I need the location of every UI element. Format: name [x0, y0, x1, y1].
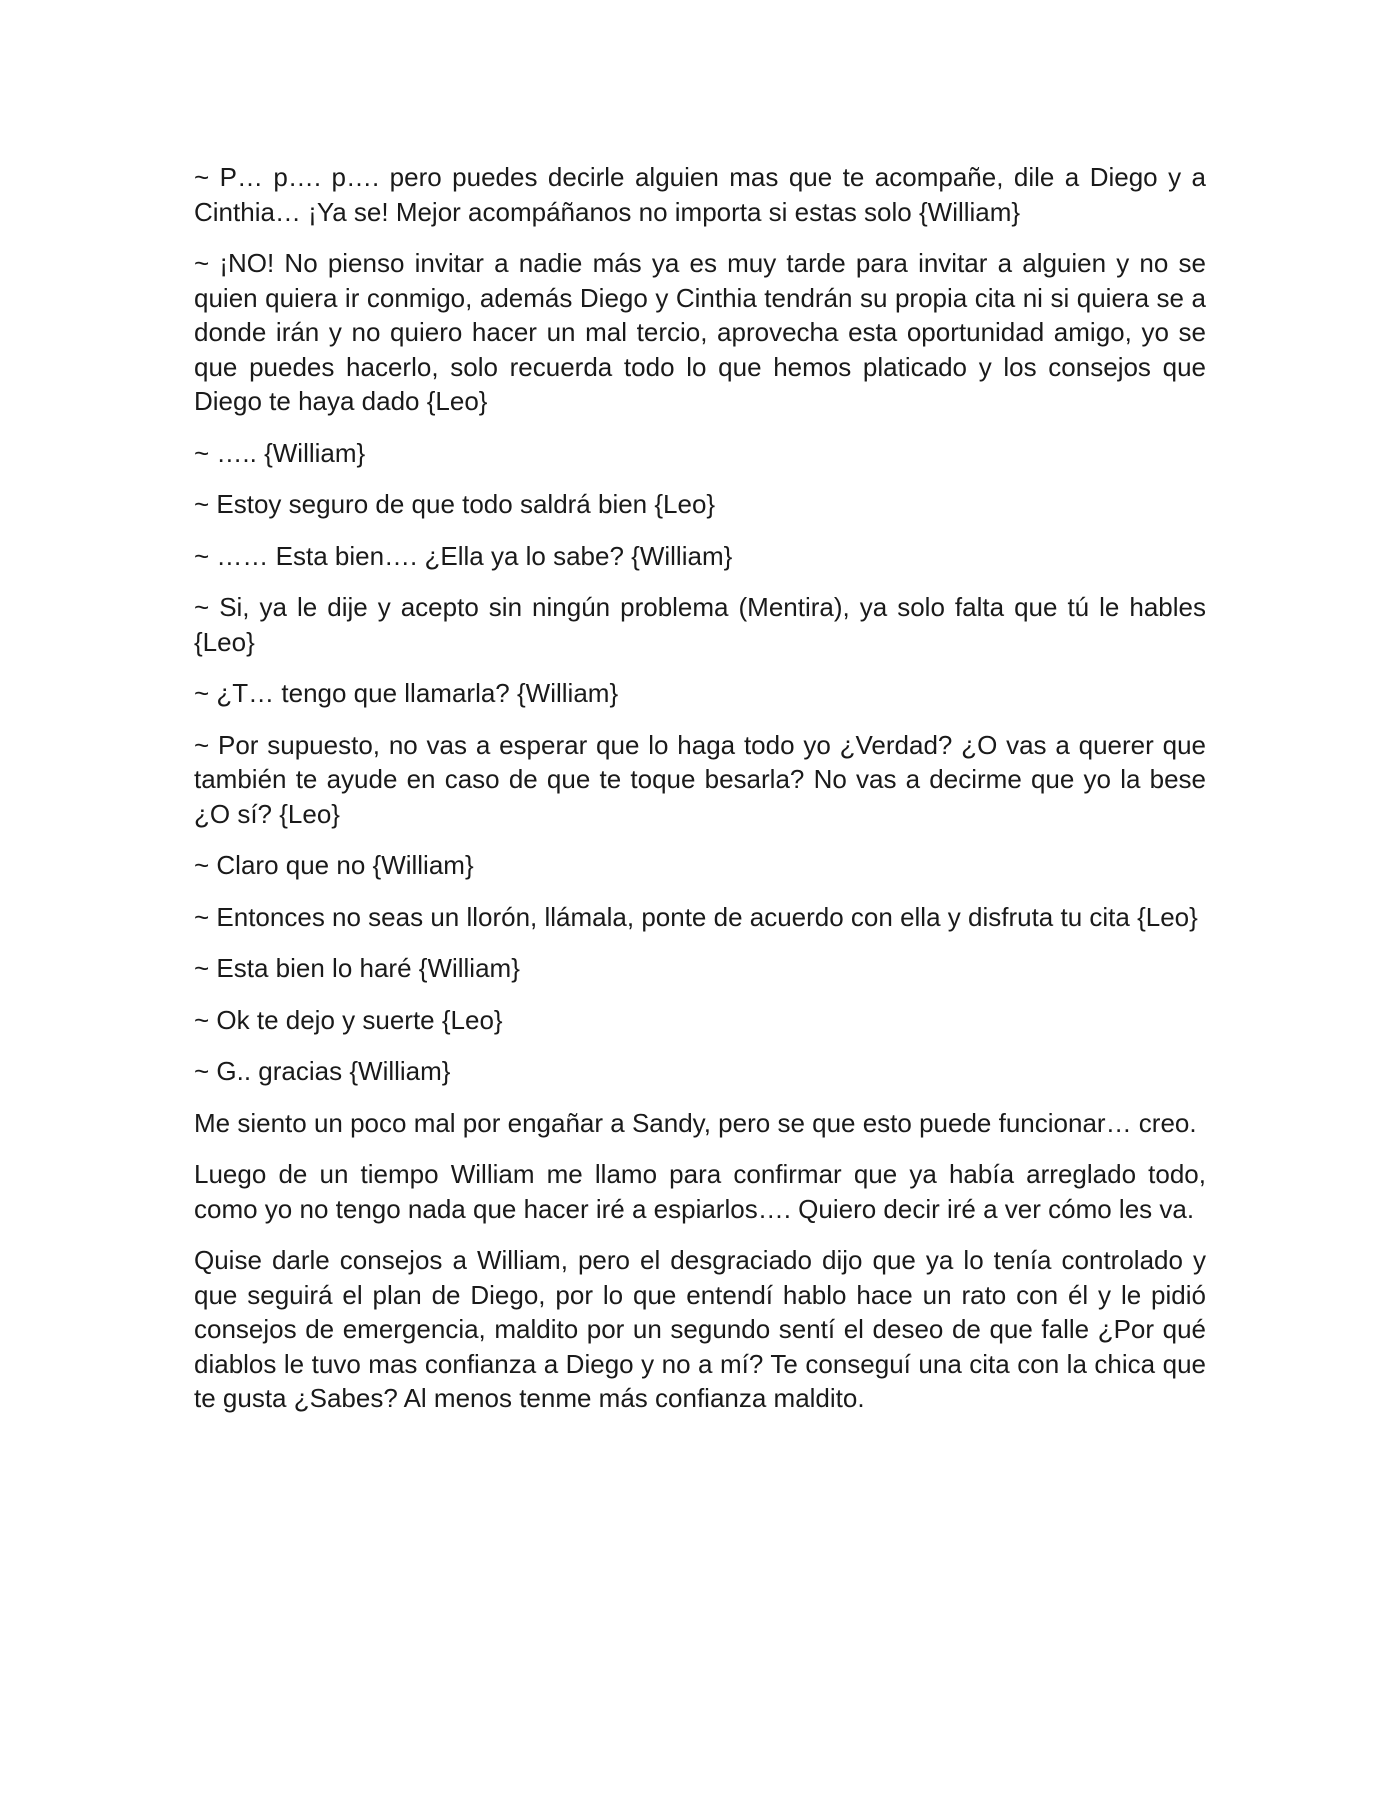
paragraph-15: Luego de un tiempo William me llamo para confirmar que ya había arreglado todo, como yo no tengo nada que hacer iré a espiarlos…. Quiero decir iré a ver cómo les va.	[194, 1159, 1206, 1224]
paragraph-11: ~ Esta bien lo haré {William}	[194, 953, 520, 983]
paragraph-16: Quise darle consejos a William, pero el desgraciado dijo que ya lo tenía controlado y que seguirá el plan de Diego, por lo que entendí hablo hace un rato con él y le pidió consejos de emergencia, maldito por un segundo sentí el deseo de que falle ¿Por qué diablos le tuvo mas confianza a Diego y no a mí? Te conseguí una cita con la chica que te gusta ¿Sabes? Al menos tenme más confianza maldito.	[194, 1245, 1206, 1413]
document-body	[194, 160, 1206, 1433]
paragraph-6: ~ Si, ya le dije y acepto sin ningún problema (Mentira), ya solo falta que tú le hables {Leo}	[194, 592, 1206, 657]
paragraph-5: ~ …… Esta bien…. ¿Ella ya lo sabe? {William}	[194, 540, 733, 571]
paragraph-12: ~ Ok te dejo y suerte {Leo}	[194, 1004, 503, 1035]
paragraph-1: ~ P… p…. p…. pero puedes decirle alguien mas que te acompañe, dile a Diego y a Cinthia… ¡Ya se! Mejor acompáñanos no importa si estas solo {William}	[194, 162, 1206, 227]
paragraph-7: ~ ¿T… tengo que llamarla? {William}	[194, 678, 619, 708]
paragraph-10: ~ Entonces no seas un llorón, llámala, ponte de acuerdo con ella y disfruta tu cita {Leo}	[194, 901, 1198, 932]
paragraph-8: ~ Por supuesto, no vas a esperar que lo haga todo yo ¿Verdad? ¿O vas a querer que también te ayude en caso de que te toque besarla? No vas a decirme que yo la bese ¿O sí? {Leo}	[194, 729, 1206, 829]
paragraph-2: ~ ¡NO! No pienso invitar a nadie más ya es muy tarde para invitar a alguien y no se quien quiera ir conmigo, además Diego y Cinthia tendrán su propia cita ni si quiera se a donde irán y no quiero hacer un mal tercio, aprovecha esta oportunidad amigo, yo se que puedes hacerlo, solo recuerda todo lo que hemos platicado y los consejos que Diego te haya dado {Leo}	[194, 248, 1206, 416]
paragraph-4: ~ Estoy seguro de que todo saldrá bien {Leo}	[194, 489, 716, 519]
paragraph-13: ~ G.. gracias {William}	[194, 1056, 451, 1086]
paragraph-9: ~ Claro que no {William}	[194, 850, 474, 880]
paragraph-14: Me siento un poco mal por engañar a Sandy, pero se que esto puede funcionar… creo.	[194, 1107, 1197, 1138]
paragraph-3: ~ ….. {William}	[194, 437, 366, 468]
